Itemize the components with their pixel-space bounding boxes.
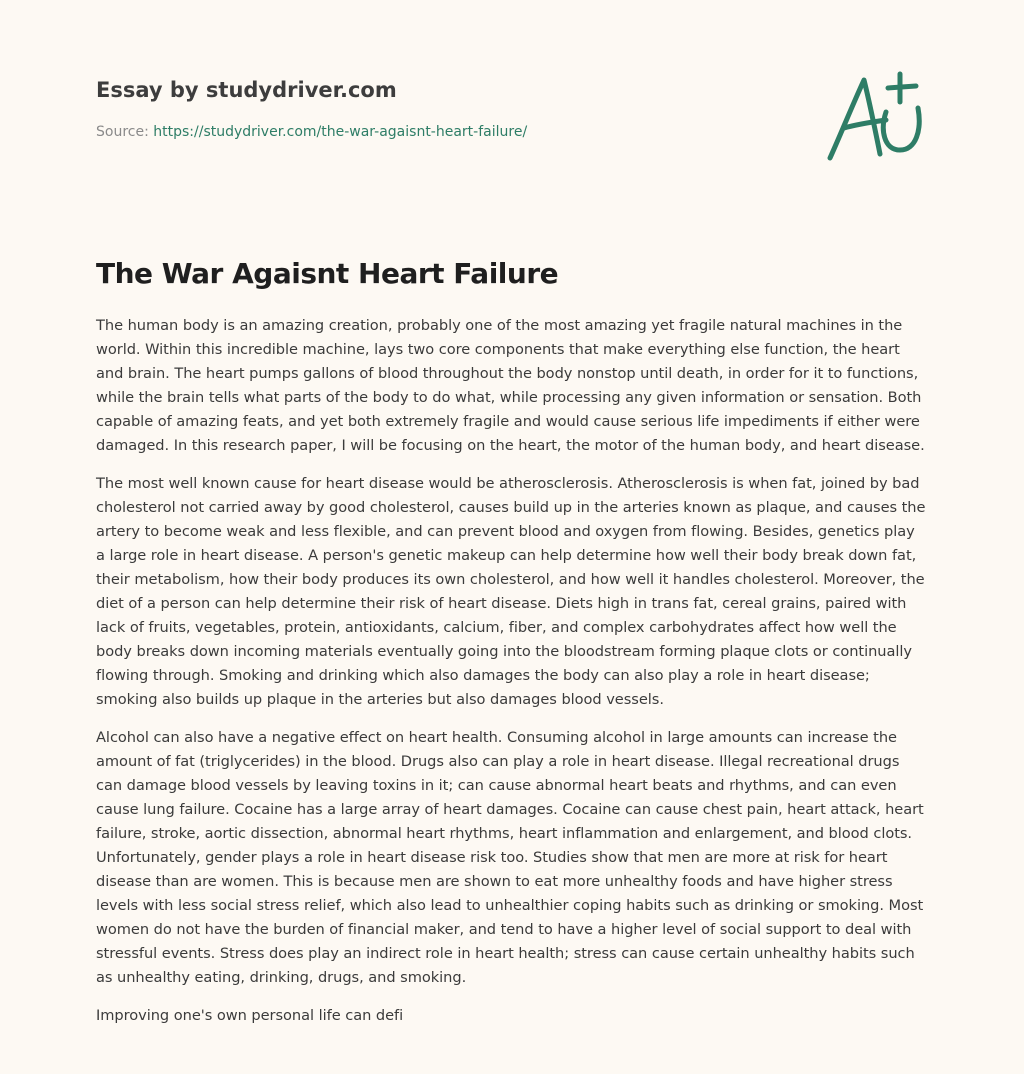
essay-paragraph: The human body is an amazing creation, probably one of the most amazing yet fragile natural machines in the world. Within this incredible machine, lays two core components that make everything else function, the heart and brain. The heart pumps gallons of blood throughout the body nonstop until death, in order for it to functions, while the brain tells what parts of the body to do what, while processing any given information or sensation. Both capable of amazing feats, and yet both extremely fragile and would cause serious life impediments if either were damaged. In this research paper, I will be focusing on the heart, the motor of the human body, and heart disease.	[96, 317, 925, 454]
essay-paragraph: Alcohol can also have a negative effect on heart health. Consuming alcohol in large amounts can increase the amount of fat (triglycerides) in the blood. Drugs also can play a role in heart disease. Illegal recreational drugs can damage blood vessels by leaving toxins in it; can cause abnormal heart beats and rhythms, and can even cause lung failure. Cocaine has a large array of heart damages. Cocaine can cause chest pain, heart attack, heart failure, stroke, aortic dissection, abnormal heart rhythms, heart inflammation and enlargement, and blood clots. Unfortunately, gender plays a role in heart disease risk too. Studies show that men are more at risk for heart disease than are women. This is because men are shown to eat more unhealthy foods and have higher stress levels with less social stress relief, which also lead to unhealthier coping habits such as drinking or smoking. Most women do not have the burden of financial maker, and tend to have a higher level of social support to deal with stressful events. Stress does play an indirect role in heart health; stress can cause certain unhealthy habits such as unhealthy eating, drinking, drugs, and smoking.	[96, 729, 924, 986]
essay-paragraph-truncated: Improving one's own personal life can defi	[96, 1007, 404, 1024]
source-line	[96, 122, 776, 142]
page-header	[96, 76, 776, 142]
site-brand: Essay by studydriver.com	[96, 78, 397, 102]
source-label: Source:	[96, 124, 149, 140]
source-link[interactable]: https://studydriver.com/the-war-agaisnt-heart-failure/	[153, 124, 528, 140]
essay-paragraph: The most well known cause for heart disease would be atherosclerosis. Atherosclerosis is when fat, joined by bad cholesterol not carried away by good cholesterol, causes build up in the arteries known as plaque, and causes the artery to become weak and less flexible, and can prevent blood and oxygen from flowing. Besides, genetics play a large role in heart disease. A person's genetic makeup can help determine how well their body break down fat, their metabolism, how their body produces its own cholesterol, and how well it handles cholesterol. Moreover, the diet of a person can help determine their risk of heart disease. Diets high in trans fat, cereal grains, paired with lack of fruits, vegetables, protein, antioxidants, calcium, fiber, and complex carbohydrates affect how well the body breaks down incoming materials eventually going into the bloodstream forming plaque clots or continually flowing through. Smoking and drinking which also damages the body can also play a role in heart disease; smoking also builds up plaque in the arteries but also damages blood vessels.	[96, 475, 926, 708]
a-plus-grade-icon	[820, 66, 932, 166]
essay-body	[96, 314, 928, 1042]
essay-title: The War Agaisnt Heart Failure	[96, 257, 559, 290]
